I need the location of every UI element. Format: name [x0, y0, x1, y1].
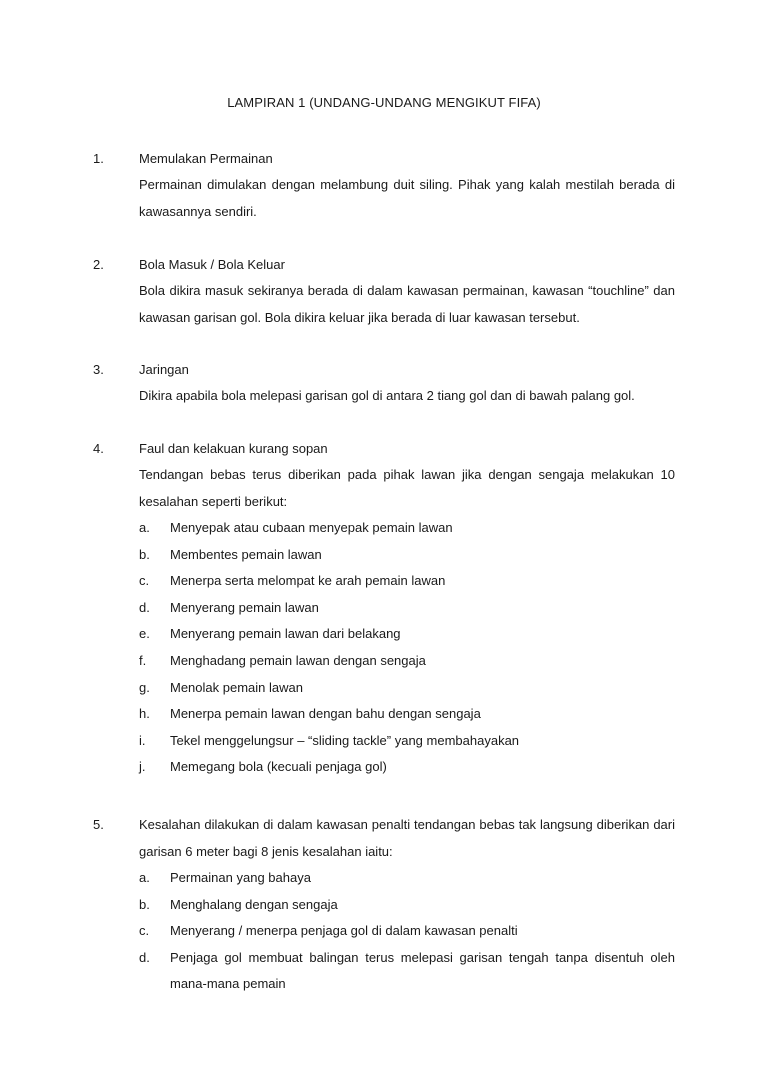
list-text: Menghadang pemain lawan dengan sengaja	[170, 652, 426, 668]
section-body	[139, 251, 675, 331]
list-item	[139, 568, 675, 595]
list-text: Membentes pemain lawan	[170, 546, 322, 562]
list-letter: g.	[139, 679, 150, 695]
list-item	[139, 892, 675, 919]
list-item	[139, 728, 675, 755]
list-text: Menyepak atau cubaan menyepak pemain lawan	[170, 520, 453, 535]
list-letter: d.	[139, 949, 150, 965]
list-text: Menyerang / menerpa penjaga gol di dalam kawasan penalti	[170, 923, 518, 939]
list-item	[139, 701, 675, 728]
list-item	[139, 865, 675, 892]
list-item	[139, 945, 675, 998]
list-text: Menerpa serta melompat ke arah pemain lawan	[170, 573, 446, 589]
list-item	[139, 675, 675, 702]
section-heading: Faul dan kelakuan kurang sopan	[139, 441, 328, 456]
section-number: 3.	[93, 362, 104, 377]
list-text: Menerpa pemain lawan dengan bahu dengan sengaja	[170, 706, 481, 722]
section-number: 4.	[93, 441, 104, 456]
section-paragraph: Tendangan bebas terus diberikan pada pihak lawan jika dengan sengaja melakukan 10 kesalahan seperti berikut:	[139, 467, 675, 509]
section-paragraph: Kesalahan dilakukan di dalam kawasan penalti tendangan bebas tak langsung diberikan dari garisan 6 meter bagi 8 jenis kesalahan iaitu:	[139, 817, 675, 859]
list-letter: e.	[139, 626, 150, 642]
list-letter: j.	[139, 759, 146, 775]
section-body	[139, 356, 675, 410]
section-body	[139, 435, 675, 781]
section-number: 2.	[93, 257, 104, 272]
list-letter: a.	[139, 870, 150, 885]
list-item	[139, 918, 675, 945]
list-letter: a.	[139, 520, 150, 535]
list-letter: d.	[139, 599, 150, 615]
list-text: Memegang bola (kecuali penjaga gol)	[170, 759, 387, 775]
offence-list	[139, 515, 675, 781]
section-body	[139, 145, 675, 225]
list-text: Permainan yang bahaya	[170, 870, 311, 885]
section-number: 5.	[93, 817, 104, 832]
list-item	[139, 621, 675, 648]
section-heading: Bola Masuk / Bola Keluar	[139, 257, 285, 272]
list-text: Menyerang pemain lawan dari belakang	[170, 626, 401, 642]
section-body	[139, 812, 675, 998]
section-number: 1.	[93, 151, 104, 166]
list-item	[139, 754, 675, 781]
section-heading: Jaringan	[139, 362, 189, 377]
list-letter: b.	[139, 896, 150, 912]
list-item	[139, 542, 675, 569]
list-letter: c.	[139, 923, 150, 939]
list-text: Menyerang pemain lawan	[170, 599, 319, 615]
section-heading: Memulakan Permainan	[139, 151, 273, 166]
list-item	[139, 595, 675, 622]
penalty-offence-list	[139, 865, 675, 998]
list-letter: i.	[139, 732, 146, 748]
list-item	[139, 648, 675, 675]
list-letter: c.	[139, 573, 150, 589]
page-title: LAMPIRAN 1 (UNDANG-UNDANG MENGIKUT FIFA)	[227, 95, 541, 110]
list-text: Menolak pemain lawan	[170, 679, 303, 695]
list-text: Tekel menggelungsur – “sliding tackle” yang membahayakan	[170, 732, 520, 748]
section-paragraph: Permainan dimulakan dengan melambung duit siling. Pihak yang kalah mestilah berada di kawasannya sendiri.	[139, 177, 675, 219]
list-item	[139, 515, 675, 542]
list-letter: h.	[139, 706, 150, 722]
list-text: Penjaga gol membuat balingan terus melepasi garisan tengah tanpa disentuh oleh mana-mana pemain	[170, 949, 675, 992]
list-text: Menghalang dengan sengaja	[170, 896, 338, 912]
list-letter: f.	[139, 652, 147, 668]
section-paragraph: Bola dikira masuk sekiranya berada di dalam kawasan permainan, kawasan “touchline” dan kawasan garisan gol. Bola dikira keluar jika berada di luar kawasan tersebut.	[139, 283, 675, 325]
section-paragraph: Dikira apabila bola melepasi garisan gol di antara 2 tiang gol dan di bawah palang gol.	[139, 388, 635, 403]
list-letter: b.	[139, 546, 150, 562]
